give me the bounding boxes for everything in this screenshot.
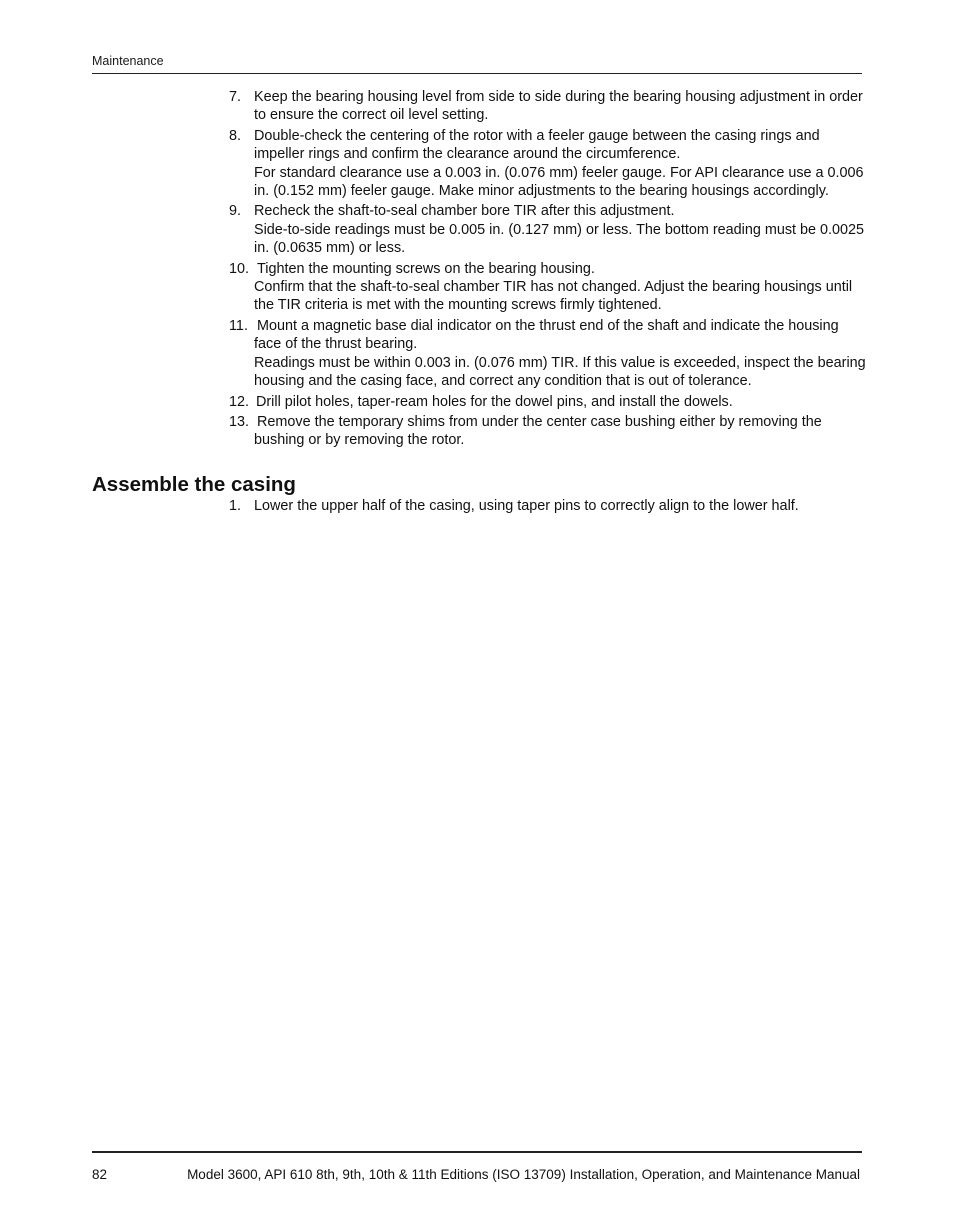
running-header: Maintenance <box>92 54 164 68</box>
step-number: 13. <box>229 413 250 430</box>
procedure-steps <box>229 88 869 452</box>
step-text: Double-check the centering of the rotor with a feeler gauge between the casing rings and impeller rings and confirm the clearance around the circumference. <box>254 127 820 163</box>
step-text: Tighten the mounting screws on the bearing housing. <box>257 260 595 277</box>
footer-divider <box>92 1151 862 1153</box>
page-number: 82 <box>92 1167 108 1182</box>
section-heading: Assemble the casing <box>92 473 296 496</box>
step-number: 8. <box>229 127 242 144</box>
step-note: Confirm that the shaft-to-seal chamber TIR has not changed. Adjust the bearing housings until the TIR criteria is met with the mounting screws firmly tightened. <box>254 279 853 314</box>
step-number: 11. <box>229 317 248 334</box>
list-item <box>229 413 869 450</box>
step-text: Lower the upper half of the casing, using taper pins to correctly align to the lower half. <box>254 498 799 514</box>
document-title: Model 3600, API 610 8th, 9th, 10th & 11th Editions (ISO 13709) Installation, Operation, and Maintenance Manual <box>187 1167 860 1182</box>
step-text: Recheck the shaft-to-seal chamber bore TIR after this adjustment. <box>254 203 675 220</box>
assembly-steps <box>229 497 869 517</box>
list-item <box>229 127 869 201</box>
step-number: 7. <box>229 89 242 105</box>
step-text: Remove the temporary shims from under the center case bushing either by removing the bushing or by removing the rotor. <box>254 413 822 449</box>
list-item <box>229 202 869 257</box>
step-number: 9. <box>229 203 242 220</box>
list-item <box>229 260 869 315</box>
list-item <box>229 393 869 411</box>
list-item <box>229 88 869 125</box>
step-text: Keep the bearing housing level from side to side during the bearing housing adjustment in order to ensure the correct oil level setting. <box>254 89 863 124</box>
step-note: For standard clearance use a 0.003 in. (0.076 mm) feeler gauge. For API clearance use a 0.006 in. (0.152 mm) feeler gauge. Make minor adjustments to the bearing housings accordingly. <box>254 164 864 200</box>
list-item <box>229 317 869 391</box>
list-item <box>229 497 869 515</box>
step-note: Side-to-side readings must be 0.005 in. (0.127 mm) or less. The bottom reading must be 0.0025 in. (0.0635 mm) or less. <box>254 221 865 257</box>
step-number: 10. <box>229 260 250 277</box>
step-text: Drill pilot holes, taper-ream holes for the dowel pins, and install the dowels. <box>256 393 733 410</box>
step-number: 12. <box>229 393 250 410</box>
header-divider <box>92 73 862 74</box>
step-note: Readings must be within 0.003 in. (0.076 mm) TIR. If this value is exceeded, inspect the bearing housing and the casing face, and correct any condition that is out of tolerance. <box>254 354 866 390</box>
step-number: 1. <box>229 498 242 514</box>
step-text: Mount a magnetic base dial indicator on the thrust end of the shaft and indicate the housing face of the thrust bearing. <box>254 317 839 353</box>
